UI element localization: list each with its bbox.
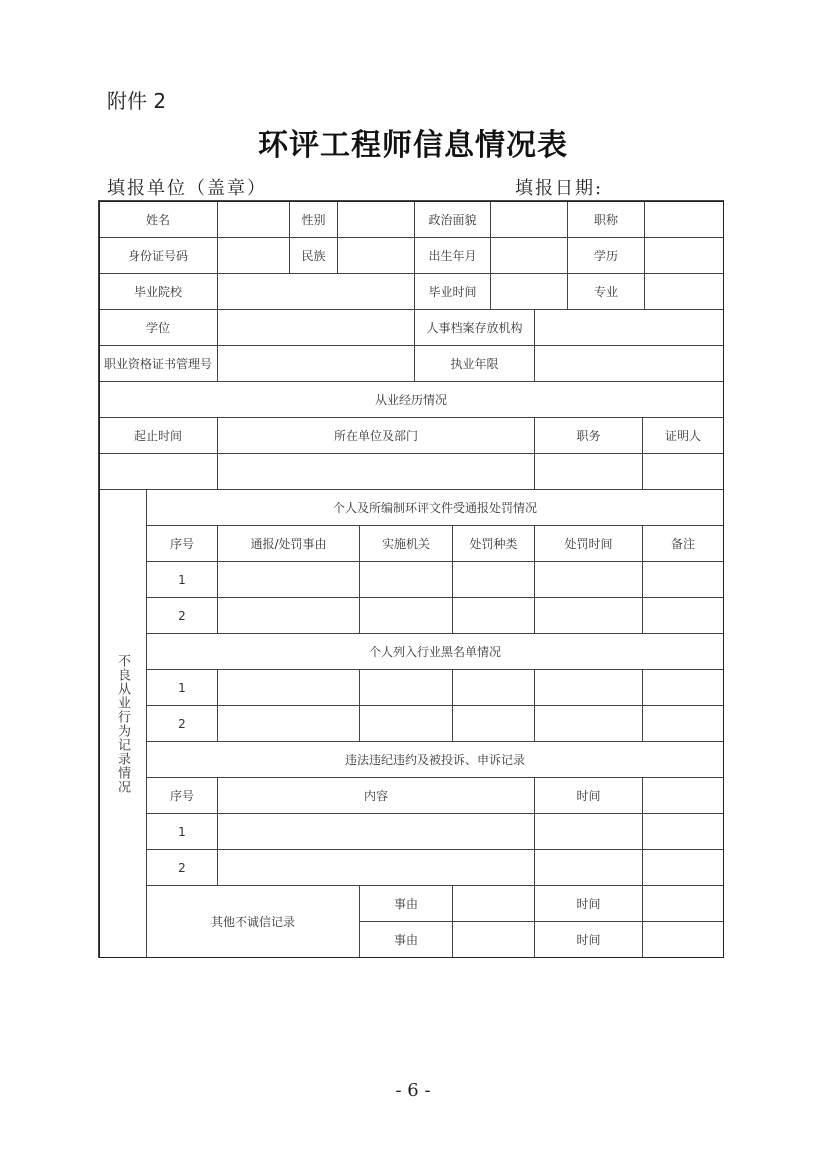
experience-column-header: 所在单位及部门 [217,417,535,454]
education-label: 学历 [567,237,645,274]
other-reason-label: 事由 [359,885,453,922]
blacklist-cell [359,669,453,706]
other-reason-value [452,921,535,958]
blacklist-cell [217,705,360,742]
experience-section-title: 从业经历情况 [98,381,724,418]
experience-cell [534,453,643,490]
experience-column-header: 证明人 [642,417,724,454]
ethnicity-value [337,237,415,274]
name-label: 姓名 [98,200,218,238]
education-value [644,237,724,274]
penalty-cell [359,561,453,598]
violations-row-number: 1 [146,813,218,850]
other-reason-label: 事由 [359,921,453,958]
other-time-label: 时间 [534,921,643,958]
page-title: 环评工程师信息情况表 [258,128,568,163]
penalty-cell [534,597,643,634]
violations-column-header: 时间 [534,777,643,814]
major-label: 专业 [567,273,645,310]
blacklist-cell [359,705,453,742]
degree-value [217,309,415,346]
penalty-cell [217,561,360,598]
blacklist-cell [534,669,643,706]
archive-agency-value [534,309,724,346]
other-time-value [642,921,724,958]
violations-cell [217,849,535,886]
political-status-label: 政治面貌 [414,200,491,238]
penalty-cell [452,597,535,634]
penalty-row-number: 2 [146,597,218,634]
school-value [217,273,415,310]
penalty-column-header: 处罚种类 [452,525,535,562]
blacklist-cell [642,705,724,742]
penalty-cell [534,561,643,598]
unit-label: 填报单位（盖章） [107,178,267,199]
id-number-label: 身份证号码 [98,237,218,274]
cert-number-label: 职业资格证书管理号 [98,345,218,382]
experience-column-header: 起止时间 [98,417,218,454]
birth-date-label: 出生年月 [414,237,491,274]
penalty-cell [642,561,724,598]
violations-row-number: 2 [146,849,218,886]
penalty-row-number: 1 [146,561,218,598]
penalty-cell [217,597,360,634]
violations-cell [534,813,643,850]
penalty-column-header: 通报/处罚事由 [217,525,360,562]
blacklist-cell [452,705,535,742]
blacklist-row-number: 2 [146,705,218,742]
penalty-cell [452,561,535,598]
job-title-label: 职称 [567,200,645,238]
blacklist-cell [534,705,643,742]
blacklist-cell [642,669,724,706]
page-number: - 6 - [395,1080,431,1101]
penalty-section-title: 个人及所编制环评文件受通报处罚情况 [146,489,724,526]
penalty-column-header: 备注 [642,525,724,562]
experience-cell [217,453,535,490]
gender-value [337,200,415,238]
other-time-value [642,885,724,922]
name-value [217,200,290,238]
penalty-column-header: 实施机关 [359,525,453,562]
id-number-value [217,237,290,274]
violations-column-header [642,777,724,814]
other-records-label: 其他不诚信记录 [146,885,360,958]
blacklist-section-title: 个人列入行业黑名单情况 [146,633,724,670]
archive-agency-label: 人事档案存放机构 [414,309,535,346]
penalty-column-header: 序号 [146,525,218,562]
penalty-cell [359,597,453,634]
violations-column-header: 序号 [146,777,218,814]
ethnicity-label: 民族 [289,237,338,274]
experience-cell [98,453,218,490]
practice-years-value [534,345,724,382]
attachment-label: 附件 2 [107,89,167,113]
job-title-value [644,200,724,238]
violations-cell [642,813,724,850]
violations-cell [217,813,535,850]
penalty-cell [642,597,724,634]
experience-column-header: 职务 [534,417,643,454]
birth-date-value [490,237,568,274]
violations-cell [534,849,643,886]
degree-label: 学位 [98,309,218,346]
blacklist-cell [452,669,535,706]
gender-label: 性别 [289,200,338,238]
blacklist-cell [217,669,360,706]
major-value [644,273,724,310]
graduation-time-value [490,273,568,310]
experience-cell [642,453,724,490]
violations-cell [642,849,724,886]
political-status-value [490,200,568,238]
violations-section-title: 违法违纪违约及被投诉、申诉记录 [146,741,724,778]
penalty-column-header: 处罚时间 [534,525,643,562]
violations-column-header: 内容 [217,777,535,814]
school-label: 毕业院校 [98,273,218,310]
graduation-time-label: 毕业时间 [414,273,491,310]
cert-number-value [217,345,415,382]
blacklist-row-number: 1 [146,669,218,706]
date-label: 填报日期: [515,178,604,199]
other-time-label: 时间 [534,885,643,922]
misconduct-side-label: 不良从业行为记录情况 [98,489,147,958]
other-reason-value [452,885,535,922]
practice-years-label: 执业年限 [414,345,535,382]
